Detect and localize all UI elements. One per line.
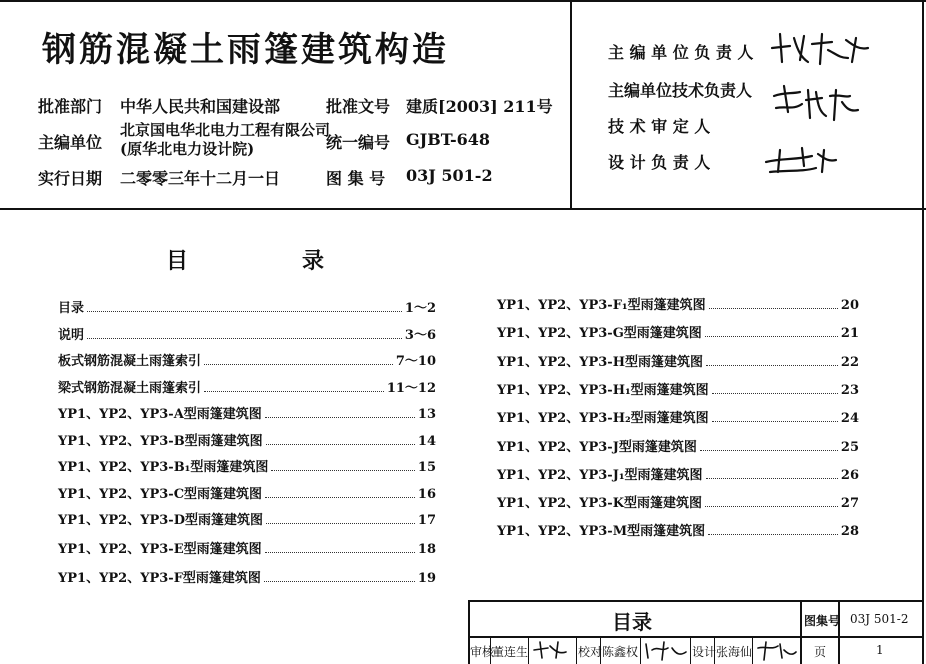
toc-entry <box>58 537 436 557</box>
toc-entry <box>497 293 859 313</box>
tb-sheet-title: 目录 <box>612 610 652 634</box>
tb-top-line <box>468 600 924 602</box>
toc-entry-label: YP1、YP2、YP3-G型雨篷建筑图 <box>497 326 702 342</box>
toc-entry-label: YP1、YP2、YP3-F₁型雨篷建筑图 <box>497 298 706 313</box>
editor-unit-value-2: (原华北电力设计院) <box>120 140 255 158</box>
toc-entry-label: YP1、YP2、YP3-E型雨篷建筑图 <box>58 541 262 557</box>
toc-heading-left: 目 <box>166 249 189 274</box>
toc-entry-label: 板式钢筋混凝土雨篷索引 <box>58 354 202 369</box>
toc-entry <box>497 463 859 483</box>
toc-entry-page: 23 <box>840 382 859 398</box>
toc-entry-page: 3～6 <box>404 327 436 343</box>
toc-entry <box>497 378 859 398</box>
toc-leader-dots <box>87 311 402 312</box>
signature-1 <box>768 28 878 68</box>
toc-entry-label: 说明 <box>58 327 85 343</box>
tb-page-value: 1 <box>876 643 884 657</box>
toc-leader-dots <box>705 506 838 507</box>
toc-entry-label: 梁式钢筋混凝土雨篷索引 <box>58 380 202 396</box>
toc-entry-label: YP1、YP2、YP3-D型雨篷建筑图 <box>58 513 263 528</box>
toc-entry-page: 21 <box>840 326 859 342</box>
tb-v5 <box>576 637 577 664</box>
tb-v1 <box>800 600 802 664</box>
role-tech-reviewer: 技 术 审 定 人 <box>608 117 711 136</box>
approval-doc-label: 批准文号 <box>326 97 391 116</box>
toc-entry-page: 13 <box>417 407 436 422</box>
tb-design-signature <box>754 638 798 662</box>
toc-leader-dots <box>706 365 838 366</box>
toc-entry <box>497 350 859 370</box>
toc-entry-label: YP1、YP2、YP3-H型雨篷建筑图 <box>497 354 703 370</box>
approval-dept-value: 中华人民共和国建设部 <box>120 97 281 116</box>
tb-atlas-value: 03J 501-2 <box>850 612 909 626</box>
unified-no-label: 统一编号 <box>326 133 391 152</box>
toc-heading-right: 录 <box>302 249 325 274</box>
toc-entry <box>58 296 436 316</box>
toc-leader-dots <box>265 552 415 553</box>
toc-entry-page: 15 <box>417 460 436 475</box>
role-chief-editor-head: 主 编 单 位 负 责 人 <box>608 43 754 62</box>
tb-design-label: 设计 <box>692 645 717 659</box>
toc-entry <box>58 482 436 502</box>
toc-entry-label: YP1、YP2、YP3-K型雨篷建筑图 <box>497 496 702 512</box>
toc-entry-label: YP1、YP2、YP3-H₂型雨篷建筑图 <box>497 411 709 427</box>
toc-leader-dots <box>706 478 838 479</box>
header-divider <box>0 208 926 210</box>
toc-entry-page: 24 <box>840 411 859 427</box>
toc-entry-page: 1～2 <box>404 301 436 316</box>
tb-v8 <box>690 637 691 664</box>
toc-entry <box>497 321 859 341</box>
tb-v10 <box>752 637 753 664</box>
toc-entry-label: YP1、YP2、YP3-H₁型雨篷建筑图 <box>497 382 709 398</box>
role-chief-editor-tech: 主编单位技术负责人 <box>608 81 753 100</box>
tb-check-label: 校对 <box>578 645 603 659</box>
tb-review-name: 董连生 <box>492 645 529 659</box>
toc-leader-dots <box>709 308 838 309</box>
toc-entry <box>58 349 436 369</box>
toc-leader-dots <box>265 417 415 418</box>
toc-entry <box>497 519 859 539</box>
toc-leader-dots <box>87 338 402 339</box>
toc-entry <box>497 435 859 455</box>
effective-date-label: 实行日期 <box>38 169 103 188</box>
toc-entry-page: 26 <box>840 467 859 483</box>
toc-leader-dots <box>700 450 838 451</box>
toc-leader-dots <box>705 336 838 337</box>
toc-entry-page: 14 <box>417 433 436 449</box>
atlas-title: 钢筋混凝土雨篷建筑构造 <box>42 30 449 70</box>
top-border <box>0 0 926 2</box>
toc-entry-label: YP1、YP2、YP3-C型雨篷建筑图 <box>58 486 263 502</box>
toc-entry-label: YP1、YP2、YP3-A型雨篷建筑图 <box>58 407 262 422</box>
toc-entry-page: 16 <box>417 486 436 502</box>
role-design-head: 设 计 负 责 人 <box>608 153 711 172</box>
right-border <box>922 0 924 664</box>
toc-entry <box>497 491 859 511</box>
toc-entry <box>497 406 859 426</box>
toc-leader-dots <box>271 470 415 471</box>
toc-entry-page: 27 <box>840 496 859 512</box>
toc-entry-page: 20 <box>840 298 859 313</box>
toc-entry <box>58 402 436 422</box>
tb-review-label: 审核 <box>470 645 495 659</box>
editor-unit-value-1: 北京国电华北电力工程有限公司 <box>120 121 331 139</box>
approval-doc-value: 建质[2003] 211号 <box>406 97 553 116</box>
toc-entry <box>58 323 436 343</box>
toc-entry <box>58 455 436 475</box>
tb-v2 <box>838 600 840 664</box>
toc-entry-label: YP1、YP2、YP3-B型雨篷建筑图 <box>58 433 263 449</box>
toc-entry-page: 11～12 <box>386 380 436 396</box>
toc-entry-page: 22 <box>840 354 859 370</box>
tb-review-signature <box>530 638 574 662</box>
tb-check-name: 陈鑫权 <box>602 645 639 659</box>
toc-entry-page: 7～10 <box>395 354 436 369</box>
toc-entry-page: 18 <box>417 541 436 557</box>
toc-leader-dots <box>712 421 838 422</box>
toc-entry-page: 25 <box>840 439 859 455</box>
editor-unit-label: 主编单位 <box>38 133 103 152</box>
tb-check-signature <box>642 638 688 662</box>
toc-leader-dots <box>712 393 838 394</box>
signature-2 <box>770 82 862 126</box>
toc-leader-dots <box>708 534 838 535</box>
toc-entry-label: YP1、YP2、YP3-B₁型雨篷建筑图 <box>58 460 269 475</box>
effective-date-value: 二零零三年十二月一日 <box>120 169 281 188</box>
toc-leader-dots <box>204 391 384 392</box>
toc-leader-dots <box>264 581 415 582</box>
toc-entry-label: 目录 <box>58 301 85 316</box>
toc-entry <box>58 566 436 586</box>
toc-leader-dots <box>204 364 393 365</box>
toc-entry-label: YP1、YP2、YP3-M型雨篷建筑图 <box>497 524 706 540</box>
header-vertical-divider <box>570 0 572 209</box>
tb-design-name: 张海仙 <box>716 645 753 659</box>
atlas-no-label: 图 集 号 <box>326 169 386 188</box>
unified-no-value: GJBT-648 <box>406 130 491 149</box>
approval-dept-label: 批准部门 <box>38 97 103 116</box>
toc-leader-dots <box>266 523 415 524</box>
toc-entry-label: YP1、YP2、YP3-J型雨篷建筑图 <box>497 439 697 455</box>
toc-leader-dots <box>266 444 415 445</box>
toc-entry-page: 19 <box>417 571 436 586</box>
tb-v4 <box>528 637 529 664</box>
signature-3 <box>762 142 842 178</box>
toc-entry-label: YP1、YP2、YP3-F型雨篷建筑图 <box>58 571 261 586</box>
toc-entry <box>58 508 436 528</box>
toc-entry <box>58 429 436 449</box>
atlas-no-value: 03J 501-2 <box>406 166 493 185</box>
tb-page-label: 页 <box>814 645 827 659</box>
tb-atlas-label: 图集号 <box>804 614 841 628</box>
tb-v7 <box>640 637 641 664</box>
toc-entry-page: 28 <box>840 524 859 540</box>
toc-entry-label: YP1、YP2、YP3-J₁型雨篷建筑图 <box>497 467 703 483</box>
toc-entry <box>58 376 436 396</box>
toc-entry-page: 17 <box>417 513 436 528</box>
toc-leader-dots <box>265 497 415 498</box>
